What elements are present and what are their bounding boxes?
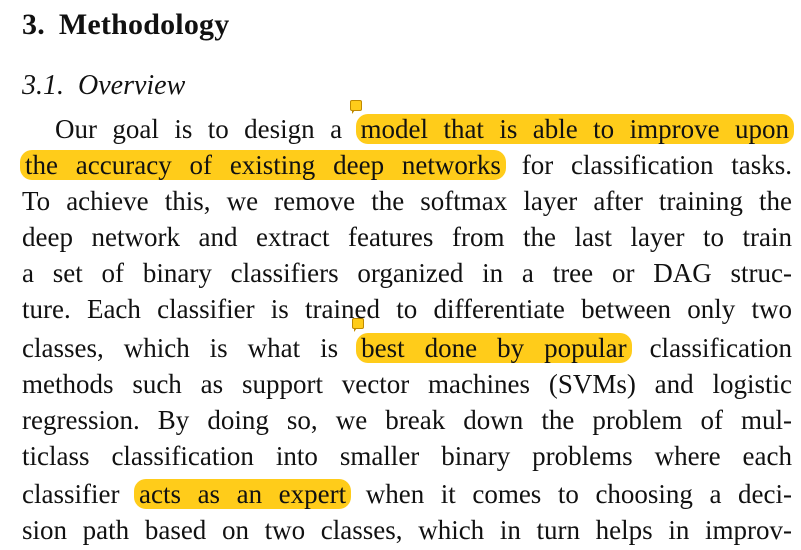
line-text: classification bbox=[649, 333, 793, 363]
section-title: Methodology bbox=[58, 8, 230, 41]
subsection-number: 3.1. bbox=[22, 70, 64, 101]
text-line: ture. Each classifier is trained to differentiate between only two bbox=[22, 294, 792, 324]
text-line: regression. By doing so, we break down the problem of mul- bbox=[22, 405, 792, 435]
text-line: sion path based on two classes, which in turn helps in improv- bbox=[22, 515, 792, 545]
text-line bbox=[22, 476, 792, 512]
text-line bbox=[22, 330, 792, 366]
note-icon[interactable] bbox=[350, 100, 362, 111]
text-line: deep network and extract features from the last layer to train bbox=[22, 222, 792, 252]
highlight[interactable]: acts as an expert bbox=[134, 479, 351, 509]
text-line: a set of binary classifiers organized in a tree or DAG struc- bbox=[22, 258, 792, 288]
text-line: To achieve this, we remove the softmax layer after training the bbox=[22, 186, 792, 216]
highlight[interactable]: the accuracy of existing deep networks bbox=[20, 150, 506, 180]
text-line bbox=[55, 111, 792, 147]
line-text: Our goal is to design a bbox=[55, 114, 343, 144]
highlight[interactable]: best done by popular bbox=[356, 333, 631, 363]
line-text: classes, which is what is bbox=[22, 333, 339, 363]
section-heading bbox=[22, 8, 229, 42]
text-line: ticlass classification into smaller binary problems where each bbox=[22, 441, 792, 471]
line-text: when it comes to choosing a deci- bbox=[365, 479, 793, 509]
subsection-heading bbox=[22, 70, 185, 102]
section-number: 3. bbox=[22, 8, 45, 41]
line-text: classifier bbox=[22, 479, 120, 509]
text-line bbox=[22, 147, 792, 183]
subsection-title: Overview bbox=[78, 70, 186, 101]
text-line: methods such as support vector machines (SVMs) and logistic bbox=[22, 369, 792, 399]
line-text: for classification tasks. bbox=[521, 150, 793, 180]
highlight[interactable]: model that is able to improve upon bbox=[356, 114, 794, 144]
